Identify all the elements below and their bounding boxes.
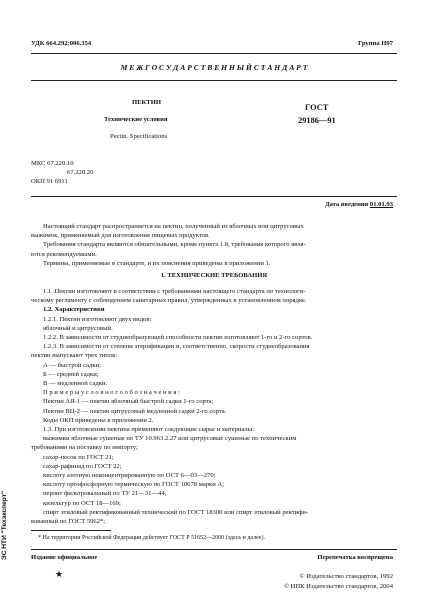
body-line: 1.2. Характеристики <box>43 306 105 314</box>
body-line: Пектин АЯ-1 — пектин яблочный быстрой садки 1-го сорта; <box>43 398 214 406</box>
gost-label: ГОСТ <box>305 103 329 112</box>
mks-code-1: МКС 67.220.10 <box>31 160 74 167</box>
title-rule <box>31 196 397 197</box>
body-line: 1.2.1. Пектин изготовляют двух видов: <box>43 315 152 323</box>
body-line: пектин выпускают трех типов: <box>31 352 118 360</box>
body-line: кислоту ортофосфорную термическую по ГОСТ 10678 марки А; <box>43 481 225 489</box>
gost-number: 29186—91 <box>298 116 336 125</box>
intro-line: выжимок, применяемый для изготовления пищевых продуктов. <box>31 232 210 240</box>
group-code: Группа Н97 <box>358 40 393 47</box>
introduction-date-label: Дата введения <box>324 201 369 208</box>
copyright-1992: © Издательство стандартов, 1992 <box>299 573 393 580</box>
body-line: кованный по ГОСТ 5962*; <box>31 518 106 526</box>
standard-banner: М Е Ж Г О С У Д А Р С Т В Е Н Н Ы Й С Т А Н Д А Р Т <box>120 63 308 72</box>
intro-line: Настоящий стандарт распространяется на пектин, полученный из яблочных или цитрусовых <box>43 223 304 230</box>
body-line: Пектин ВЦ-2 — пектин цитрусовый медленной садки 2-го сорта. <box>43 407 227 415</box>
reprint-prohibited: Перепечатка воспрещена <box>317 554 393 561</box>
header-rule <box>31 53 397 54</box>
body-line: Б — средней садки; <box>43 370 99 378</box>
document-subtitle: Технические условия <box>104 116 168 123</box>
intro-line: ются рекомендуемыми. <box>31 250 97 258</box>
body-line: П р и м е р ы у с л о в н о г о о б о з н а ч е н и я : <box>43 389 180 397</box>
body-line: кизельгур по ОСТ 18—169; <box>43 499 121 507</box>
body-line: сахар-песок по ГОСТ 21; <box>43 453 114 461</box>
body-line: 1.2.3. В зависимости от степени этерификации и, соответственно, скорости студнеобразования <box>43 343 310 351</box>
body-line: кислоту азотную неконцентрированную по ОСТ 6—03—270; <box>43 472 216 480</box>
body-line: перлит фильтровальный по ТУ 21—31—44; <box>43 490 167 498</box>
footer-rule <box>31 549 397 550</box>
body-line: требованиям на поставку по импорту; <box>31 444 138 452</box>
english-title: Pectin. Specifications <box>110 133 168 140</box>
body-line: А — быстрой садки; <box>43 361 101 369</box>
udk-code: УДК 664.292:006.354 <box>31 40 92 47</box>
side-watermark: ЭС НТИ "Техэксперт" <box>1 490 8 560</box>
body-line: выжимки яблочные сушеные по ТУ 10.963.2.27 или цитрусовые сушеные по техническим <box>43 435 297 443</box>
body-line: 1.3. При изготовлении пектина применяют следующие сырье и материалы: <box>43 426 254 434</box>
introduction-date-value: 01.01.93 <box>369 201 393 208</box>
introduction-date <box>325 201 393 208</box>
body-line: яблочный и цитрусовый. <box>43 324 113 332</box>
footnote: * На территории Российской Федерации действует ГОСТ Р 51652—2000 (здесь и далее). <box>38 535 265 541</box>
body-line: Коды ОКП приведены в приложении 2. <box>43 416 154 424</box>
body-line: В — медленной садки. <box>43 380 108 388</box>
okp-code: ОКП 91 6911 <box>31 178 68 185</box>
section-heading: 1. ТЕХНИЧЕСКИЕ ТРЕБОВАНИЯ <box>160 272 268 279</box>
body-line: сахар-рафинад по ГОСТ 22; <box>43 462 122 470</box>
body-line: ческому регламенту с соблюдением санитарных правил, утвержденных в установленном порядке. <box>31 297 307 305</box>
star-icon: ★ <box>55 569 64 579</box>
body-line: 1.1. Пектин изготовляют в соответствии с требованиями настоящего стандарта по технологи- <box>43 288 306 295</box>
official-edition: Издание официальное <box>31 554 98 561</box>
mks-code-2: 67.220.20 <box>67 169 94 176</box>
body-text <box>31 287 397 526</box>
banner-rule <box>31 80 397 81</box>
body-line: 1.2.2. В зависимости от студнеобразующей способности пектин изготовляют 1-го и 2-го сортов. <box>43 334 313 342</box>
body-line: спирт этиловый ректификованный технический по ГОСТ 18300 или спирт этиловый ректифи- <box>43 508 309 516</box>
footnote-rule <box>31 530 111 531</box>
intro-line: Требования стандарта являются обязательными, кроме пункта 1.8, требования которого явля- <box>43 241 306 249</box>
document-title: ПЕКТИН <box>132 99 161 106</box>
intro-text <box>31 222 397 268</box>
copyright-2004: © ИПК Издательство стандартов, 2004 <box>283 583 393 590</box>
intro-line: Термины, применяемые в стандарте, и их пояснения приведены в приложении 1. <box>43 259 271 267</box>
